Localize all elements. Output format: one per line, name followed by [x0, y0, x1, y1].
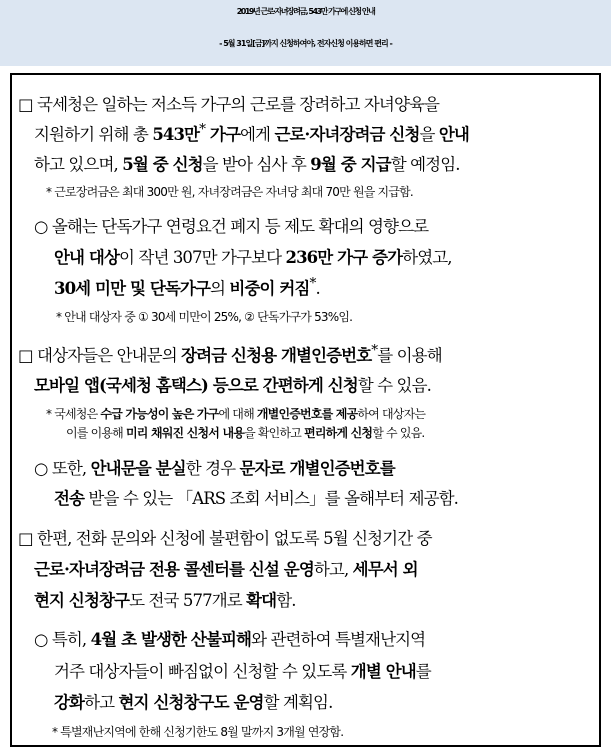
p4-line1: ○ 또한, 안내문을 분실한 경우 문자로 개별인증번호를 — [34, 459, 395, 478]
p3-footnote-line2: 이를 이용해 미리 채워진 신청서 내용을 확인하고 편리하게 신청할 수 있음. — [66, 426, 425, 440]
p5-line2: 근로·자녀장려금 전용 콜센터를 신설 운영하고, 세무서 외 — [34, 560, 418, 579]
p2-line1: ○ 올해는 단독가구 연령요건 폐지 등 제도 확대의 영향으로 — [34, 217, 429, 236]
p6-line2: 거주 대상자들이 빠짐없이 신청할 수 있도록 개별 안내를 — [54, 662, 431, 681]
content-box — [10, 73, 601, 747]
p2-footnote: * 안내 대상자 중 ① 30세 미만이 25%, ② 단독가구가 53%임. — [56, 310, 353, 324]
p3-line2: 모바일 앱(국세청 홈택스) 등으로 간편하게 신청할 수 있음. — [34, 376, 431, 395]
p1-footnote: * 근로장려금은 최대 300만 원, 자녀장려금은 자녀당 최대 70만 원을 지급함. — [46, 185, 413, 199]
p1-line2: 지원하기 위해 총 543만* 가구에게 근로·자녀장려금 신청을 안내 — [34, 121, 469, 144]
p3-footnote-line1: * 국세청은 수급 가능성이 높은 가구에 대해 개별인증번호를 제공하여 대상자는 — [46, 407, 426, 421]
page-title: 2019년 근로·자녀장려금, 543만 가구에 신청 안내 — [236, 7, 375, 16]
p1-line3: 하고 있으며, 5월 중 신청을 받아 심사 후 9월 중 지급할 예정임. — [34, 155, 460, 174]
p5-line3: 현지 신청창구도 전국 577개로 확대함. — [34, 591, 296, 610]
p1-line1: □ 국세청은 일하는 저소득 가구의 근로를 장려하고 자녀양육을 — [18, 95, 440, 114]
p2-line2: 안내 대상이 작년 307만 가구보다 236만 가구 증가하였고, — [54, 248, 452, 267]
p3-line1: □ 대상자들은 안내문의 장려금 신청용 개별인증번호*를 이용해 — [18, 342, 442, 365]
p5-line1: □ 한편, 전화 문의와 신청에 불편함이 없도록 5월 신청기간 중 — [18, 529, 432, 548]
title-bar — [0, 0, 611, 66]
p2-line3: 30세 미만 및 단독가구의 비중이 커짐*. — [54, 275, 320, 298]
p6-line1: ○ 특히, 4월 초 발생한 산불피해와 관련하여 특별재난지역 — [34, 630, 426, 649]
page-subtitle: - 5월 31일[금]까지 신청하여야, 전자신청 이용하면 편리 - — [219, 39, 392, 48]
p6-line3: 강화하고 현지 신청창구도 운영할 계획임. — [54, 693, 333, 712]
p6-footnote: * 특별재난지역에 한해 신청기한도 8월 말까지 3개월 연장함. — [52, 725, 344, 739]
p4-line2: 전송 받을 수 있는 「ARS 조회 서비스」를 올해부터 제공함. — [54, 489, 459, 508]
